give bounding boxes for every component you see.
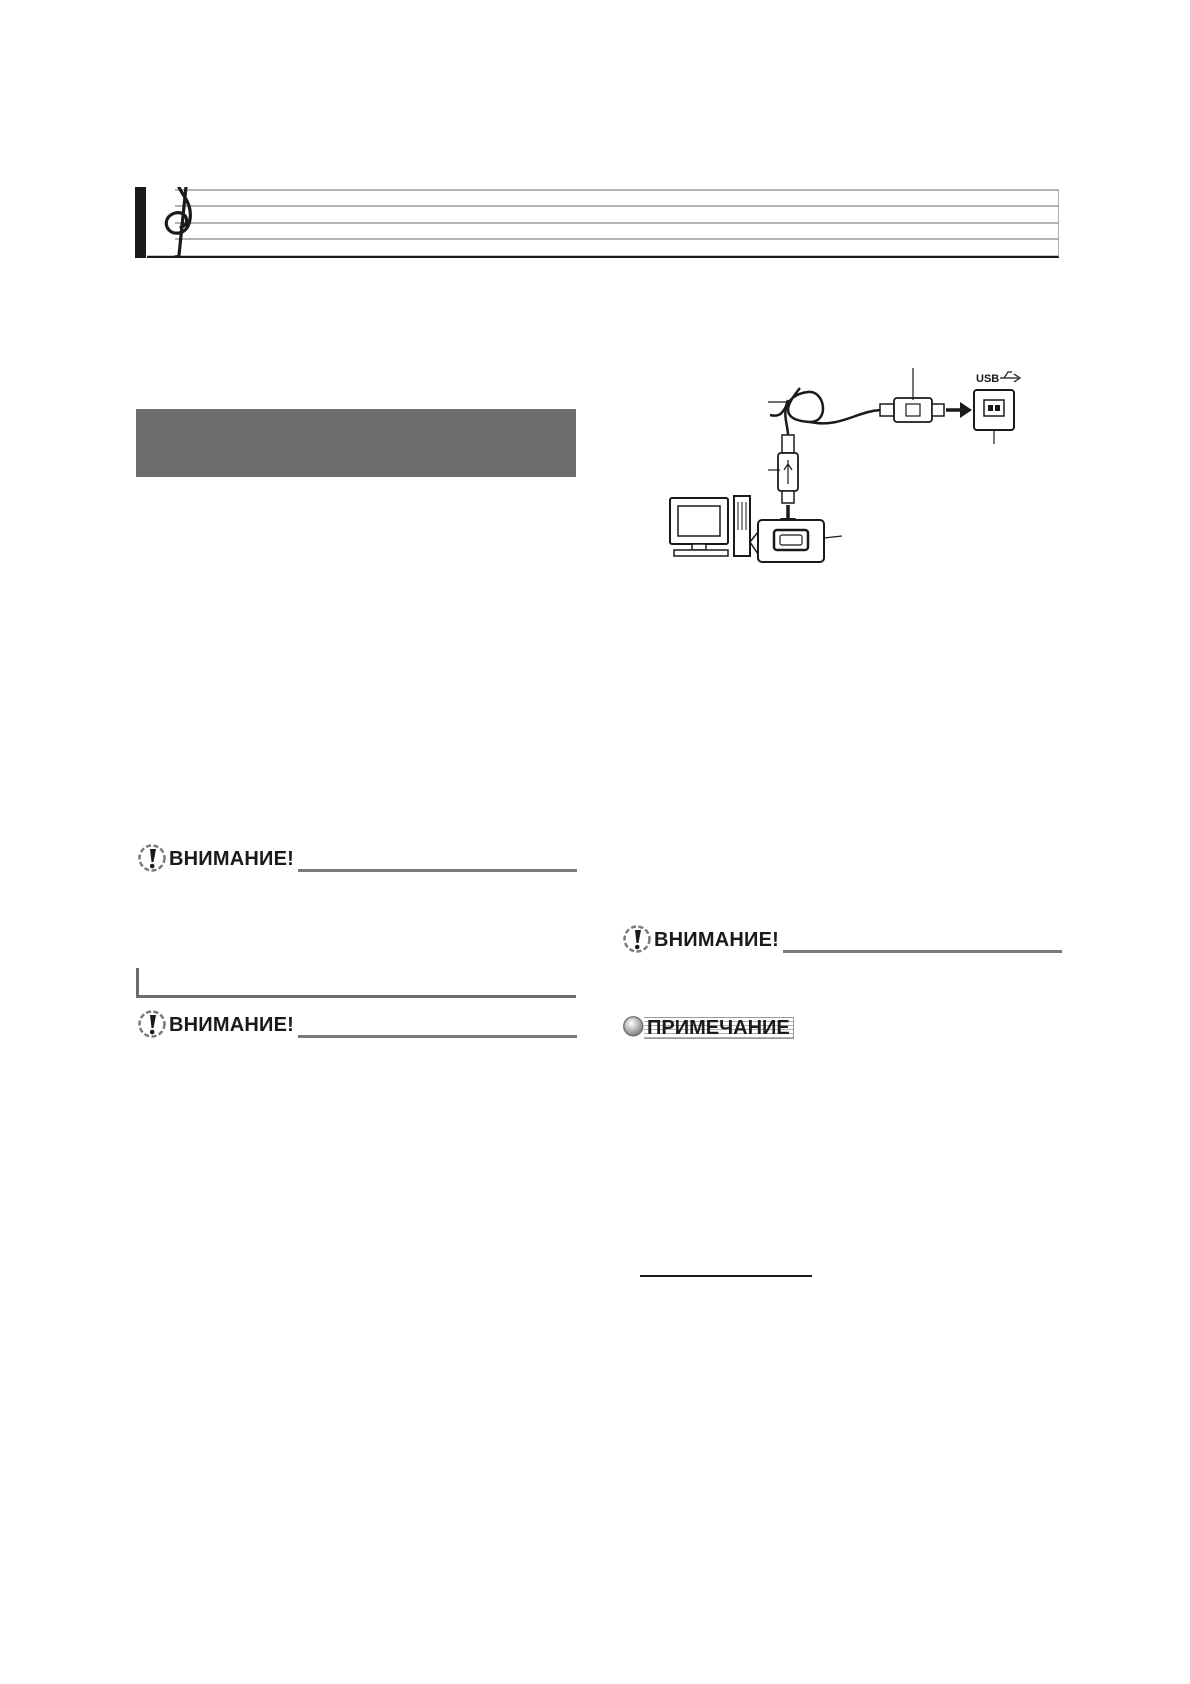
subsection-rule xyxy=(136,995,576,998)
caution-label: ВНИМАНИЕ! xyxy=(654,929,779,951)
computer-usb-port-icon xyxy=(750,520,824,562)
subsection-marker xyxy=(136,968,576,998)
caution-label: ВНИМАНИЕ! xyxy=(169,1014,294,1036)
usb-cable xyxy=(770,388,823,422)
usb-b-plug-icon xyxy=(880,398,944,422)
caution-rule xyxy=(783,950,1062,953)
caution-icon xyxy=(622,924,652,954)
subsection-vbar xyxy=(136,968,139,998)
caution-rule xyxy=(298,1035,577,1038)
note-label: ПРИМЕЧАНИЕ xyxy=(644,1017,794,1039)
chapter-header-staff xyxy=(135,187,1059,258)
usb-symbol-icon xyxy=(1000,372,1020,382)
caution-heading xyxy=(622,922,1062,954)
caution-heading xyxy=(137,1007,577,1039)
caution-label: ВНИМАНИЕ! xyxy=(169,848,294,870)
section-banner xyxy=(136,409,576,477)
usb-connection-diagram xyxy=(650,360,1070,570)
caution-icon xyxy=(137,1009,167,1039)
usb-a-plug-icon xyxy=(778,435,798,503)
caution-icon xyxy=(137,843,167,873)
computer-icon xyxy=(670,496,750,556)
note-heading xyxy=(622,1012,822,1044)
usb-port-label: USB xyxy=(976,373,1000,385)
footnote-rule xyxy=(640,1275,812,1277)
caution-rule xyxy=(298,869,577,872)
usb-port-icon xyxy=(974,390,1014,430)
caution-heading xyxy=(137,841,577,873)
